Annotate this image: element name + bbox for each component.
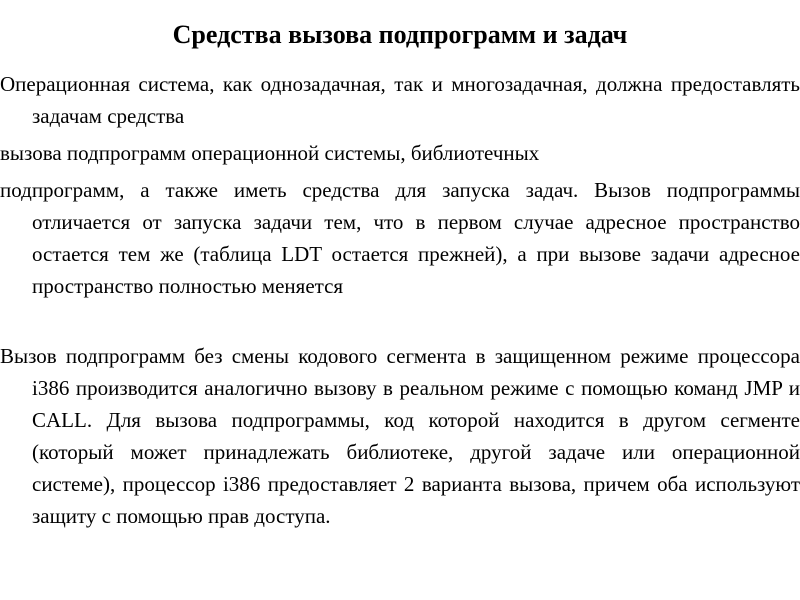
paragraph-subroutine-calls: вызова подпрограмм операционной системы, библиотечных [0,141,540,165]
paragraph-os-facilities: Операционная система, как однозадачная, так и многозадачная, должна предоставлять задачам средства [0,72,800,128]
slide-title: Средства вызова подпрограмм и задач [172,20,628,49]
paragraph-task-launch: подпрограмм, а также иметь средства для запуска задач. Вызов подпрограммы отличается от запуска задачи тем, что в первом случае адресное пространство остается тем же (таблица LDT остается прежней), а при вызове задачи адресное пространство полностью меняется [0,178,800,298]
paragraph-i386-calls: Вызов подпрограмм без смены кодового сегмента в защищенном режиме процессора i386 производится аналогично вызову в реальном режиме с помощью команд JMP и CALL. Для вызова подпрограммы, код которой находится в другом сегменте (который может принадлежать библиотеке, другой задаче или операционной системе), процессор i386 предоставляет 2 варианта вызова, причем оба используют защиту с помощью прав доступа. [0,344,800,528]
